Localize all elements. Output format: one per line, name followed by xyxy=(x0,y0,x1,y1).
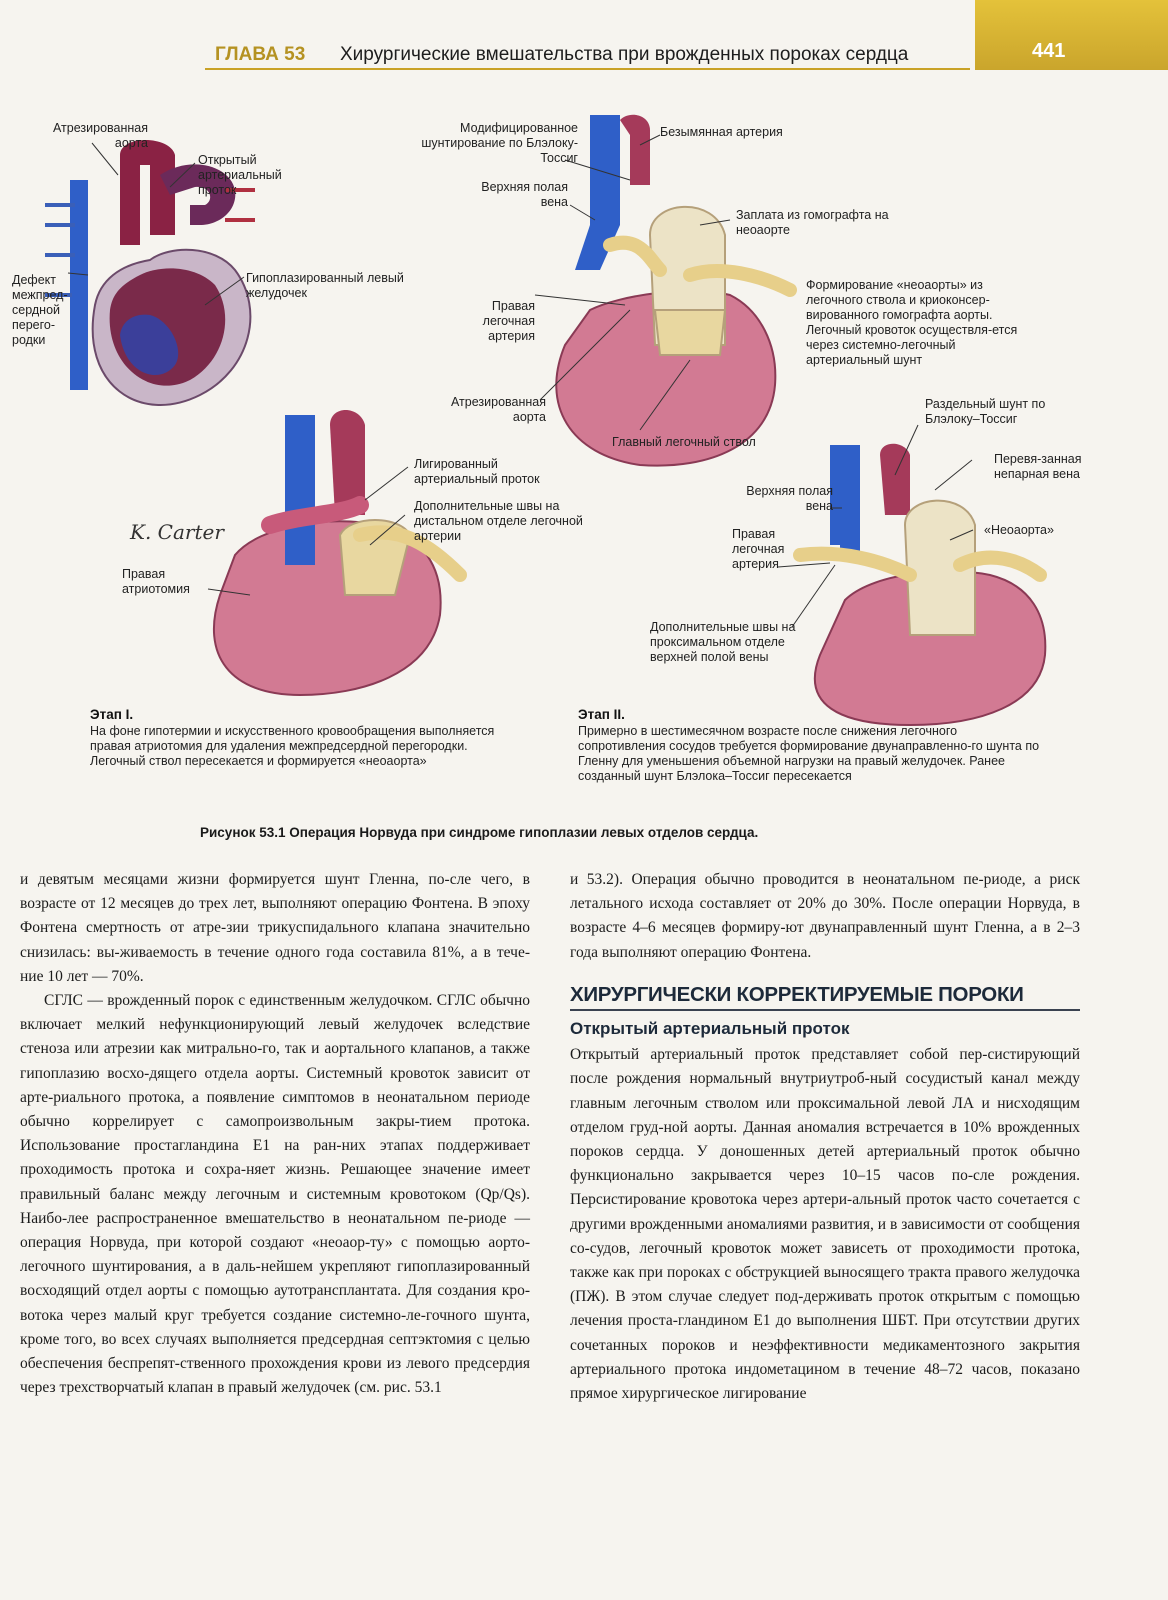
label-rpa-1: Правая легочная артерия xyxy=(482,299,535,343)
paragraph: Открытый артериальный проток представляет собой пер-систирующий после рождения нормальный внутриутроб-ный сосудистый канал между главным легочным стволом или проксимальной левой ЛА и нисходящим отделом груд-ной аорты. Данная аномалия встречается в 10% врожденных пороков сердца. У доношенных детей артериальный проток обычно функционально закрывается через 10–15 часов по-сле рождения. Персистирование кровотока через артери-альный проток часто сочетается с другими врожденными аномалиями развития, и в зависимости от сообщения со-судов, легочный кровоток может зависеть от проходимости протока, также как при пороках с обструкцией выносящего тракта правого желудочка (ПЖ). В этом случае следует под-держивать проток открытым с помощью лечения проста-гландином E1 до выполнения ШБТ. При отсутствии других сочетанных пороков и неэффективности медикаментозного закрытия артериального протока индометацином в течение 48–72 часов, показано прямое хирургическое лигирование xyxy=(570,1046,1080,1403)
label-neoaorta: «Неоаорта» xyxy=(984,523,1054,537)
paragraph: и девятым месяцами жизни формируется шунт Гленна, по-сле чего, в возрасте от 12 месяцев до трех лет, выполняют операцию Фонтена. В эпоху Фонтена смертность от атре-зии трикуспидального клапана значительно снизилась: вы-живаемость в течение одного года составила 81%, а в тече-ние 10 лет — 70%. xyxy=(20,871,530,985)
heart-stage-1 xyxy=(214,410,460,695)
stage-2-text: Примерно в шестимесячном возрасте после снижения легочного сопротивления сосудов требуется формирование двунаправленно-го шунта по Гленну для уменьшения объемной нагрузки на правый желудочек. Ранее созданный шунт Блэлока–Тоссиг пересекается xyxy=(578,724,1040,783)
label-septal-defect: Дефект межпред-сердной перего-родки xyxy=(12,273,68,347)
stage-1-title: Этап I. xyxy=(90,707,134,722)
label-extra-sutures-distal: Дополнительные швы на дистальном отделе легочной артерии xyxy=(414,499,583,543)
page-number-tab xyxy=(975,0,1168,70)
label-separate-shunt: Раздельный шунт по Блэлоку–Тоссиг xyxy=(925,397,1046,426)
label-ligated-duct: Лигированный артериальный проток xyxy=(414,457,540,486)
stage-2-title: Этап II. xyxy=(578,707,625,722)
chapter-label: ГЛАВА 53 xyxy=(215,44,306,65)
label-ligated-azygos: Перевя-занная непарная вена xyxy=(994,452,1082,481)
label-right-atriotomy: Правая атриотомия xyxy=(122,567,190,596)
figure-caption: Рисунок 53.1 Операция Норвуда при синдроме гипоплазии левых отделов сердца. xyxy=(200,825,759,840)
subsection-heading: Открытый артериальный проток xyxy=(570,1019,850,1039)
label-open-duct: Открытый артериальный проток xyxy=(198,153,282,197)
label-modified-shunt: Модифицированное шунтирование по Блэлоку-Тоссиг xyxy=(421,121,578,165)
figure-53-1 xyxy=(0,95,1168,855)
left-column xyxy=(20,868,530,1400)
label-rpa-2: Правая легочная артерия xyxy=(732,527,785,571)
heart-neoaorta xyxy=(556,115,790,466)
label-neoaorta-description: Формирование «неоаорты» из легочного ствола и криоконсер-вированного гомографта аорты. Легочный кровоток осуществля-ется через системно-легочный артериальный шунт xyxy=(806,278,1018,367)
page-number: 441 xyxy=(1032,40,1066,62)
heart-stage-2 xyxy=(800,444,1045,725)
label-hypoplastic-lv: Гипоплазированный левый желудочек xyxy=(246,271,404,300)
header-rule xyxy=(205,68,970,70)
label-homograft-patch: Заплата из гомографта на неоаорте xyxy=(736,208,889,237)
label-svc-1: Верхняя полая вена xyxy=(481,180,568,209)
stage-1-text: На фоне гипотермии и искусственного кровообращения выполняется правая атриотомия для удаления межпредсердной перегородки. Легочный ствол пересекается и формируется «неоаорта» xyxy=(90,724,495,768)
label-innominate-artery: Безымянная артерия xyxy=(660,125,783,139)
page-header xyxy=(0,0,1168,70)
label-svc-2: Верхняя полая вена xyxy=(746,484,833,513)
illustrator-signature: K. Carter xyxy=(130,520,224,544)
label-atretic-aorta-1: Атрезированная аорта xyxy=(52,121,148,150)
paragraph: СГЛС — врожденный порок с единственным желудочком. СГЛС обычно включает мелкий нефункционирующий левый желудочек вследствие стеноза или атрезии как митрально-го, так и аортального клапанов, а также гипоплазию восхо-дящего отдела аорты. Системный кровоток зависит от арте-риального протока, а появление симптомов в неонатальном периоде обычно коррелирует с самопроизвольным закры-тием протока. Использование простагландина E1 на ран-них этапах поддерживает проходимость протока и сохра-няет жизнь. Решающее значение имеет правильный баланс между легочным и системным кровотоком (Qp/Qs). Наибо-лее распространенное вмешательство в неонатальном пе-риоде — операция Норвуда, при которой создают «неоаор-ту» с помощью аорто-легочного шунтирования, а в даль-нейшем укрепляют гипоплазированный восходящий отдел аорты с помощью аутотрансплантата. Для создания кро-вотока через малый круг требуется создание системно-ле-гочного шунта, кроме того, во всех случаях выполняется предсердная септэктомия с целью обеспечения беспрепят-ственного прохождения крови из левого предсердия через трехстворчатый клапан в правый желудочек (см. рис. 53.1 xyxy=(20,992,530,1397)
chapter-title: Хирургические вмешательства при врожденных пороках сердца xyxy=(340,44,909,65)
paragraph: и 53.2). Операция обычно проводится в неонатальном пе-риоде, а риск летального исхода составляет от 20% до 30%. После операции Норвуда, в возрасте 4–6 месяцев формиру-ют двунаправленный шунт Гленна, а в 2–3 года выполняют операцию Фонтена. xyxy=(570,871,1080,961)
label-main-pa: Главный легочный ствол xyxy=(612,435,756,449)
section-heading: ХИРУРГИЧЕСКИ КОРРЕКТИРУЕМЫЕ ПОРОКИ xyxy=(570,983,1080,1011)
right-column xyxy=(570,868,1080,1406)
label-extra-sutures-proximal: Дополнительные швы на проксимальном отделе верхней полой вены xyxy=(650,620,796,664)
label-atretic-aorta-2: Атрезированная аорта xyxy=(450,395,546,424)
